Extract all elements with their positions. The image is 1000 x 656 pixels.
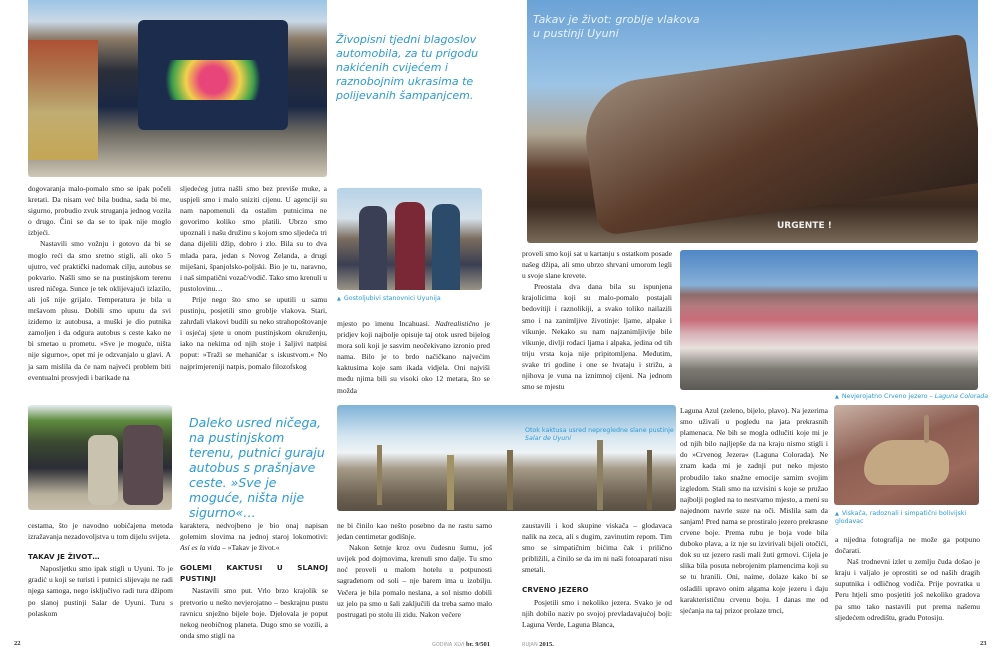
paragraph: a nijedna fotografija ne može ga potpuno dočarati. — [835, 535, 980, 556]
left-col1-top — [28, 183, 171, 383]
paragraph: mjesto po imenu Incahuasi. Nadrealistično je pridjev koji najbolje opisuje taj otok usred bijelog mora soli koji je sasvim neočekivano izronio pred nama. Bilo je to brdo načičkano najvećim kaktusima koje sam ikada vidjela. Oni najviši među njima bili su visoki oko 12 metara, što se možda — [337, 319, 490, 395]
paragraph: Nastavili smo put. Vrlo brzo krajolik se pretvorio u nešto nevjerojatno – beskrajnu pustu ravnicu snježno bijele boje. Djelovala je poput nekog neobičnog planeta. Dugo smo se vozili, a onda smo stigli na — [180, 586, 328, 640]
paragraph: Preostala dva dana bila su ispunjena krajolicima koji su malo-pomalo postajali bedovitiji i raznolikiji, a svako toliko nailazili smo i na zanimljive životinje: ljame, alpake i vikunje. Nekako su nam najzanimljivije bile vikunje, divlji rođaci ljama i alpaka, jedina od tih triju vrsta koja nije pripitomljena. Međutim, svake tri godine i one se hvataju i strižu, a njihova je vuna na iznimnoj cijeni. Na jednom smo se mjestu — [522, 282, 672, 392]
right-col3 — [835, 534, 980, 623]
paragraph: Nastavili smo vožnju i gotovo da bi se moglo reći da smo sretno stigli, ali oko 5 ujutro, već praktički nadomak cilju, autobus se pokvario. Našli smo se na pustinjskom terenu usred ničega. Sunce je tek oklijevajući izlazilo, ali još nije grijalo. Temperatura je bila u mršavom plusu. Dobili smo uputu da svi iziđemo iz autobusa, a muški je dio putnika zamoljen i da odgura autobus s ceste kako ne bi smetao u prometu. »Sve je moguće, ništa nije sigurno«, opet mi je odzvanjalo u glavi. A ja sam mislila da će nam najveći problem biti eventualni prosvjedi i barikade na — [28, 239, 171, 382]
paragraph: Laguna Azul (zeleno, bijelo, plavo). Na jezerima smo uživali u pogledu na jata prekrasnih plamenaca. Ne bih se mogla odlučiti koje mi je od njih bilo najljepše da na kraju nismo stigli i do »Crvenog Jezera« (Laguna Colorada). Ne znam kada mi je zadnji put neko mjesto probudilo tako snažne emocije samim svojim izgledom. Stali smo na uzvisini s koje se pružao najbolji pogled na to nestvarno mjesto, a meni su najednom navrle suze na oči. Mislila sam da sanjam! Pred nama se prostiralo jezero prekrasne crvene boje. Prema rubu je boja vode bila duboko plava, a iz nje su izvirivali bijeli otočići, dok su uz jezero rasli mali žuti grmovi. Cijela je slika bila posuta nebrojenim plamencima koji su se tu hranili. Oni, naime, dolaze kako bi se osladili upravo onim algama koje jezeru i daju karakterističnu crvenu boju. I danas me od sjećanja na taj prizor prolaze trnci, — [680, 406, 828, 615]
paragraph: zaustavili i kod skupine viskača – glodavaca nalik na zeca, ali s dugim, zavinutim repom. Tim smo se simpatičnim bićima čak i prilično približili, a činilo se da im ni naši fotoaparati nisu smetali. — [522, 521, 672, 575]
left-col2-bottom — [180, 520, 328, 641]
paragraph: Naš trodnevni izlet u zemlju čuda došao je kraju i valjalo je oprostiti se od naših dragih suputnika i odličnog vodiča. Prije povratka u Peru htjeli smo posjetiti još nekoliko gradova pa smo tako nastavili put prema našemu sljedećem odredištu, gradu Potosiju. — [835, 557, 980, 622]
photo-bus-push — [28, 405, 172, 510]
right-col2 — [680, 405, 828, 616]
photo-viscacha — [834, 405, 979, 505]
section-heading: CRVENO JEZERO — [522, 585, 589, 595]
caption-cactus: Otok kaktusa usred nepregledne slane pustinje Salar de Uyuni — [525, 427, 674, 442]
photo-car-blessing — [28, 0, 327, 177]
photo-cactus-island — [337, 405, 676, 511]
caption-red-lake: ▲ Nevjerojatno Crveno jezero – Laguna Colorada — [835, 393, 989, 400]
left-col3-top — [337, 318, 490, 396]
paragraph: karaktera, nedvojbeno je bio onaj napisan golemim slovima na jednoj staroj lokomotivi: Así es la vida – »Takav je život.« — [180, 521, 328, 553]
left-col1-bottom — [28, 520, 173, 619]
triangle-icon: ▲ — [835, 394, 839, 400]
photo-people — [337, 188, 482, 290]
footer-right: RUJAN 2015. — [522, 641, 554, 648]
triangle-icon: ▲ — [835, 511, 839, 517]
left-col2-top — [180, 183, 327, 372]
paragraph: sljedećeg jutra našli smo bez previše muke, a uspjeli smo i malo sniziti cijenu. U agenciji su nam napomenuli da ostalim putnicima ne govorimo koliko smo platili. Ubrzo smo upoznali i našu družinu s kojom smo sljedeća tri dana dijelili džip, dobro i zlo. Bila su to dva mlada para, jedan s Novog Zelanda, a drugi miješani, španjolsko-poljski. Bio je tu, naravno, i naš simpatični vozač/vodič. Tako smo krenuli u pustolovinu… — [180, 184, 327, 293]
pull-quote-bus: Daleko usred ničega, na pustinjskom terenu, putnici guraju autobus s prašnjave ceste. »Sve je moguće, ništa nije sigurno«… — [189, 415, 325, 520]
triangle-icon: ▲ — [337, 296, 341, 302]
page-number-left: 22 — [14, 640, 21, 647]
pull-quote-car: Živopisni tjedni blagoslov automobila, za tu prigodu nakićenih cvijećem i raznobojnim ukrasima te polijevanih šampanjcem. — [336, 33, 479, 102]
paragraph: dogovaranja malo-pomalo smo se ipak počeli kretati. Da nisam već bila budna, sada bi me, sigurno, probudio zvuk struganja jednog vozila o drugo. Čini se da se to ipak nije moglo izbjeći. — [28, 184, 171, 238]
paragraph: cestama, što je navodno uobičajena metoda izražavanja nezadovoljstva u tom dijelu svijeta. — [28, 521, 173, 542]
footer-left: GODINA XLVI br. 9/501 — [432, 641, 491, 648]
paragraph: ne bi činilo kao nešto posebno da ne rastu samo jedan centimetar godišnje. — [337, 521, 492, 542]
train-sign-text: URGENTE ! — [777, 221, 832, 231]
train-caption: Takav je život: groblje vlakova u pustinji Uyuni — [533, 13, 700, 40]
right-col1-top — [522, 248, 672, 392]
right-col1-bottom — [522, 520, 672, 630]
caption-viscacha: ▲ Viskača, radoznali i simpatični bolivijski glodavac — [835, 510, 967, 525]
paragraph: Prije nego što smo se uputili u samu pustinju, posjetili smo groblje vlakova. Stari, zahrđali vlakovi budili su neko strahopoštovanje i osjećaj sjete u onom pustinjskom okruženju, iako na nekima od njih stoje i šaljivi natpisi poput: »Traži se mehaničar s iskustvom.« No najprimjereniji natpis, pomalo filozofskog — [180, 294, 327, 371]
paragraph: proveli smo koji sat u kartanju s ostatkom posade našeg džipa, ali smo ubrzo shrvani umorom legli u svoje slane krevete. — [522, 249, 672, 281]
page-number-right: 23 — [980, 640, 987, 647]
section-heading: GOLEMI KAKTUSI U SLANOJ PUSTINJI — [180, 563, 328, 584]
paragraph: Naposljetku smo ipak stigli u Uyuni. To je gradić u koji se turisti i putnici slijevaju ne radi njega samoga, nego isključivo radi tura džipom po slanoj pustinji Salar de Uyuni. Turu s polaskom — [28, 564, 173, 618]
section-heading: TAKAV JE ŽIVOT… — [28, 552, 100, 562]
paragraph: Nakon šetnje kroz ovu čudesnu šumu, još uvijek pod dojmovima, krenuli smo dalje. Tu smo noć proveli u malom hotelu u potpunosti sagrađenom od soli – nje barem ima u izobilju. Večera je bila pomalo neslana, a sol nismo dobili uz jelo pa smo u šali zaključili da treba samo malo postrugati po stolu ili zidu. Nakon večere — [337, 543, 492, 619]
paragraph: Posjetili smo i nekoliko jezera. Svako je od njih dobilo naziv po svojoj prevladavajućoj boji: Laguna Verde, Laguna Blanca, — [522, 597, 672, 629]
caption-people: ▲ Gostoljubivi stanovnici Uyunija — [337, 295, 441, 302]
photo-red-lake — [680, 250, 978, 390]
left-col3-bottom — [337, 520, 492, 620]
